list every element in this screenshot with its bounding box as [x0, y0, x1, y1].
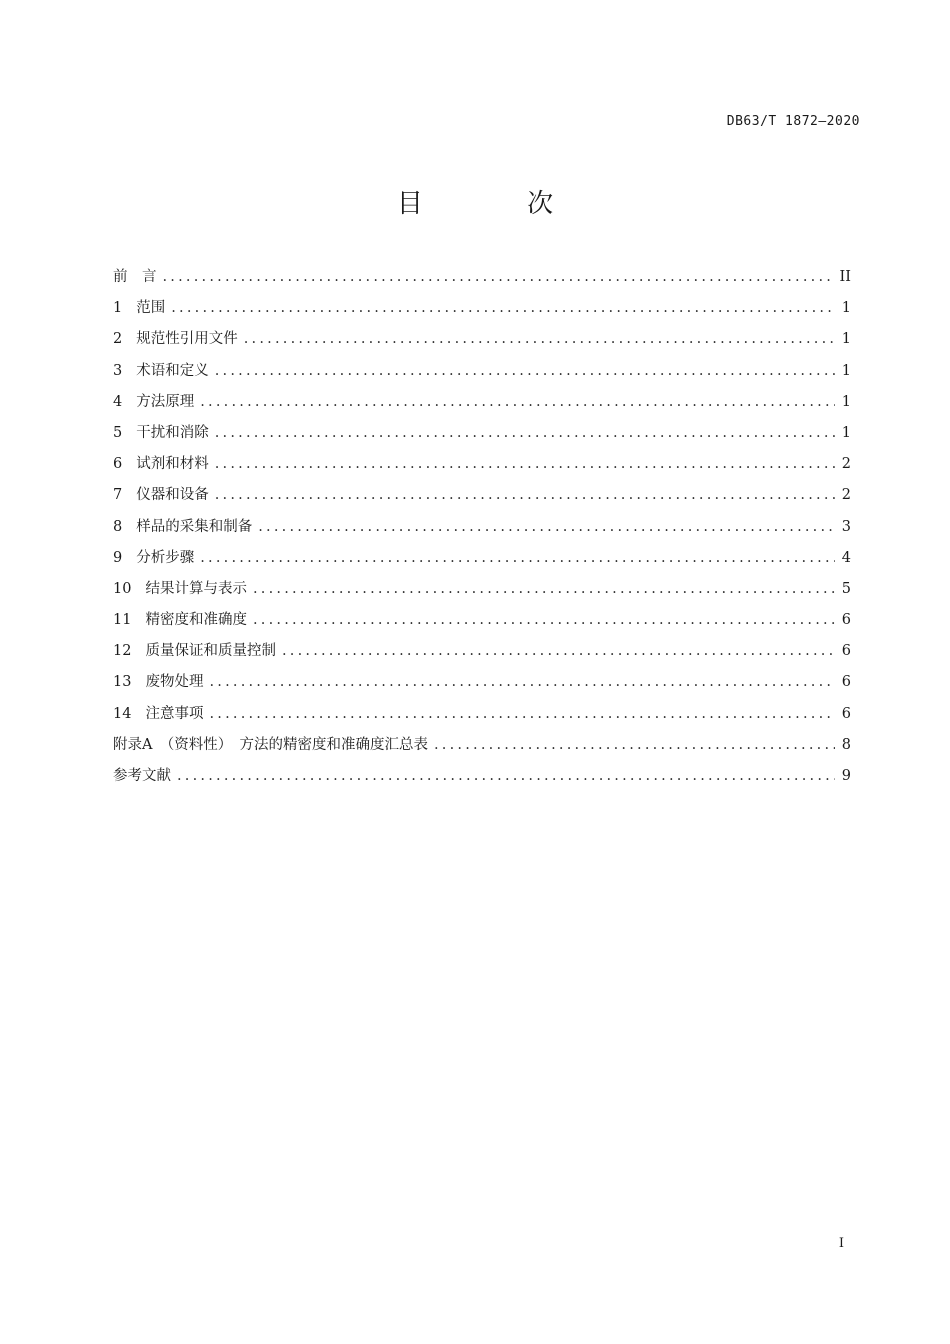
toc-entry-label: 附录A （资料性） 方法的精密度和准确度汇总表: [113, 736, 428, 753]
toc-title: 目 次: [396, 189, 602, 219]
toc-entry-9[interactable]: [113, 543, 851, 574]
toc-entry-2[interactable]: [113, 324, 851, 355]
toc-entry-label: 参考文献: [113, 768, 171, 784]
toc-entry-5[interactable]: [113, 418, 851, 449]
toc-entry-foreword[interactable]: [113, 262, 851, 293]
toc-entry-label: 分析步骤: [136, 549, 195, 566]
toc-entry-6[interactable]: [113, 449, 851, 480]
toc-entry-page: 6: [841, 674, 851, 691]
toc-entry-label: 结果计算与表示: [145, 580, 247, 597]
toc-entry-1[interactable]: [113, 293, 851, 324]
table-of-contents: [113, 262, 851, 792]
toc-entry-label: 质量保证和质量控制: [145, 643, 276, 660]
toc-entry-10[interactable]: [113, 574, 851, 605]
toc-entry-page: 6: [841, 705, 851, 722]
toc-entry-page: 3: [841, 518, 851, 535]
toc-entry-7[interactable]: [113, 480, 851, 511]
toc-leader-dots: [200, 387, 835, 418]
toc-entry-label: 精密度和准确度: [145, 612, 247, 629]
toc-entry-label: 废物处理: [145, 674, 204, 691]
toc-entry-page: 8: [841, 736, 851, 753]
toc-entry-number: 10: [113, 580, 132, 597]
toc-entry-number: 1: [113, 300, 123, 317]
toc-entry-label: 前 言: [113, 269, 157, 285]
toc-entry-page: 6: [841, 643, 851, 660]
toc-leader-dots: [253, 605, 835, 636]
toc-entry-label: 干扰和消除: [136, 424, 209, 441]
toc-entry-number: 11: [113, 612, 132, 629]
toc-leader-dots: [282, 636, 835, 667]
toc-leader-dots: [244, 324, 835, 355]
page-number: I: [838, 1236, 844, 1251]
toc-leader-dots: [209, 699, 835, 730]
toc-leader-dots: [200, 543, 835, 574]
toc-entry-page: 1: [841, 331, 851, 348]
document-code: DB63/T 1872—2020: [726, 114, 860, 129]
toc-entry-label: 样品的采集和制备: [136, 518, 253, 535]
toc-leader-dots: [215, 480, 835, 511]
toc-entry-label: 规范性引用文件: [136, 331, 238, 348]
toc-entry-references[interactable]: [113, 761, 851, 792]
toc-entry-page: 2: [841, 487, 851, 504]
toc-entry-number: 12: [113, 643, 132, 660]
toc-entry-label: 方法原理: [136, 393, 195, 410]
toc-leader-dots: [253, 574, 835, 605]
toc-entry-number: 14: [113, 705, 132, 722]
toc-entry-appendix-a[interactable]: [113, 730, 851, 761]
toc-leader-dots: [215, 449, 835, 480]
toc-entry-number: 6: [113, 456, 123, 473]
toc-entry-page: 5: [841, 580, 851, 597]
toc-leader-dots: [171, 293, 835, 324]
toc-entry-page: 6: [841, 612, 851, 629]
toc-leader-dots: [177, 761, 835, 792]
toc-leader-dots: [434, 730, 835, 761]
toc-entry-page: 1: [841, 300, 851, 317]
toc-entry-label: 术语和定义: [136, 362, 209, 379]
toc-entry-8[interactable]: [113, 512, 851, 543]
toc-entry-14[interactable]: [113, 699, 851, 730]
toc-entry-label: 仪器和设备: [136, 487, 209, 504]
toc-entry-label: 范围: [136, 300, 166, 317]
toc-entry-page: 4: [841, 549, 851, 566]
toc-entry-number: 9: [113, 549, 123, 566]
toc-entry-page: II: [839, 269, 851, 285]
toc-entry-page: 2: [841, 456, 851, 473]
toc-entry-number: 3: [113, 362, 123, 379]
toc-entry-11[interactable]: [113, 605, 851, 636]
toc-entry-number: 2: [113, 331, 123, 348]
toc-leader-dots: [163, 262, 834, 293]
toc-leader-dots: [215, 356, 835, 387]
toc-entry-number: 4: [113, 393, 123, 410]
toc-entry-page: 9: [841, 768, 851, 784]
toc-entry-12[interactable]: [113, 636, 851, 667]
toc-entry-number: 13: [113, 674, 132, 691]
toc-entry-3[interactable]: [113, 356, 851, 387]
toc-leader-dots: [258, 512, 835, 543]
toc-entry-number: 7: [113, 487, 123, 504]
toc-entry-page: 1: [841, 393, 851, 410]
toc-entry-page: 1: [841, 362, 851, 379]
toc-entry-label: 注意事项: [145, 705, 204, 722]
toc-leader-dots: [215, 418, 835, 449]
toc-entry-label: 试剂和材料: [136, 456, 209, 473]
toc-entry-number: 5: [113, 424, 123, 441]
toc-entry-13[interactable]: [113, 667, 851, 698]
toc-entry-page: 1: [841, 424, 851, 441]
toc-leader-dots: [209, 667, 835, 698]
toc-entry-number: 8: [113, 518, 123, 535]
toc-entry-4[interactable]: [113, 387, 851, 418]
